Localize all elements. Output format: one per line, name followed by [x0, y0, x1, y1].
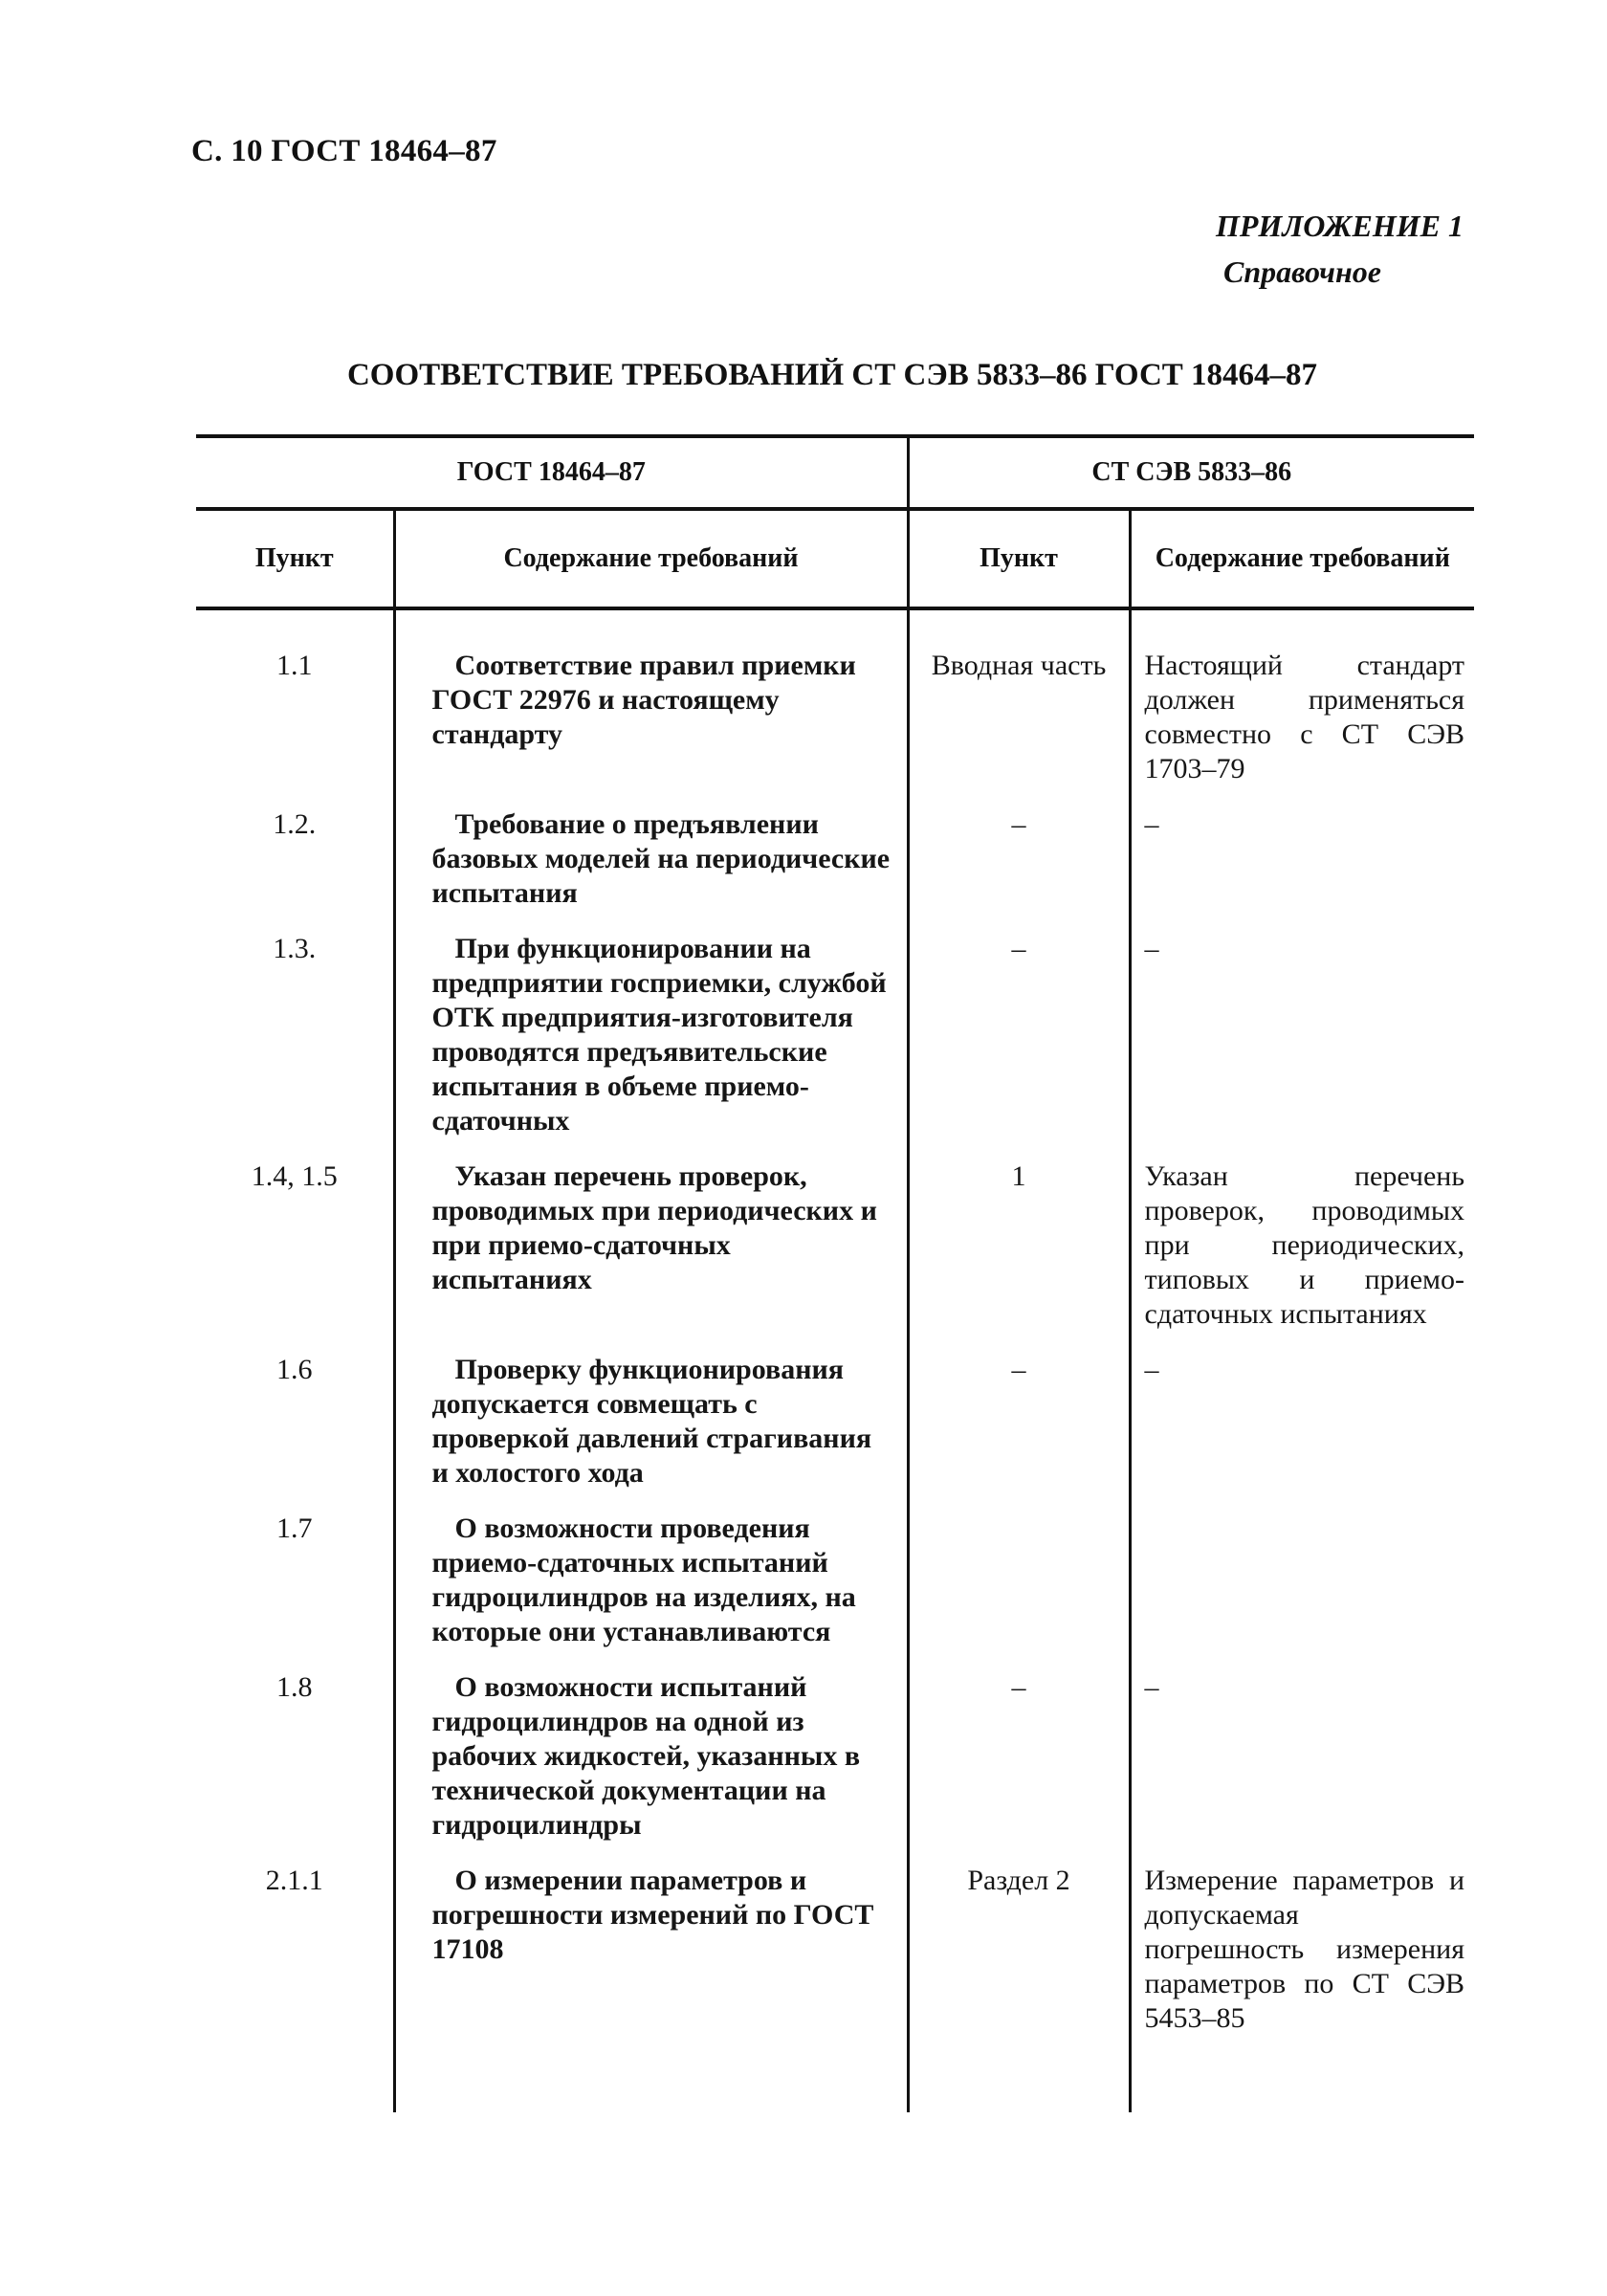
- correspondence-table: [196, 434, 1474, 2112]
- table-row: [196, 807, 1474, 932]
- document-title: СООТВЕТСТВИЕ ТРЕБОВАНИЙ СТ СЭВ 5833–86 ГОСТ 18464–87: [346, 358, 1318, 392]
- table-row: [196, 1512, 1474, 1670]
- column-header-requirements: Содержание требований: [394, 509, 908, 608]
- table-row: [196, 932, 1474, 1159]
- cell-requirement: Указан перечень проверок, проводимых при периодических и при приемо-сдаточных испытаниях: [394, 1159, 908, 1353]
- group-header-st-sev: СТ СЭВ 5833–86: [908, 436, 1474, 509]
- cell-requirement: О возможности проведения приемо-сдаточных испытаний гидроцилиндров на изделиях, на которые они устанавливаются: [394, 1512, 908, 1670]
- cell-st-sev-point: –: [908, 1670, 1130, 1864]
- cell-st-sev-point: Раздел 2: [908, 1864, 1130, 2112]
- cell-st-sev-point: Вводная часть: [908, 608, 1130, 807]
- cell-point: 1.1: [196, 608, 394, 807]
- table-row: [196, 1159, 1474, 1353]
- cell-requirement: При функционировании на предприятии госприемки, службой ОТК предприятия-изготовителя проводятся предъявительские испытания в объеме приемо-сдаточных: [394, 932, 908, 1159]
- cell-st-sev-content: –: [1144, 808, 1159, 840]
- appendix-label: [1216, 203, 1464, 295]
- cell-point: 1.8: [196, 1670, 394, 1864]
- page-header: С. 10 ГОСТ 18464–87: [191, 134, 497, 168]
- cell-st-sev-content: –: [1144, 1671, 1159, 1703]
- cell-point: 2.1.1: [196, 1864, 394, 2112]
- cell-requirement: Соответствие правил приемки ГОСТ 22976 и настоящему стандарту: [394, 608, 908, 807]
- cell-st-sev-content: Измерение параметров и допускаемая погрешность измерения параметров по СТ СЭВ 5453–85: [1144, 1865, 1465, 2034]
- table-row: [196, 608, 1474, 807]
- cell-point: 1.3.: [196, 932, 394, 1159]
- cell-requirement: О возможности испытаний гидроцилиндров на одной из рабочих жидкостей, указанных в технической документации на гидроцилиндры: [394, 1670, 908, 1864]
- cell-st-sev-point: –: [908, 1353, 1130, 1512]
- cell-st-sev-content: Указан перечень проверок, проводимых при периодических, типовых и приемо-сдаточных испытаниях: [1144, 1160, 1465, 1330]
- cell-st-sev-point: –: [908, 932, 1130, 1159]
- group-header-gost: ГОСТ 18464–87: [196, 436, 908, 509]
- table-row: [196, 1670, 1474, 1864]
- cell-point: 1.2.: [196, 807, 394, 932]
- column-header-st-sev-requirements: Содержание требований: [1130, 509, 1474, 608]
- cell-st-sev-content: –: [1144, 933, 1159, 964]
- column-header-row: [196, 509, 1474, 608]
- cell-point: 1.6: [196, 1353, 394, 1512]
- column-header-point: Пункт: [196, 509, 394, 608]
- cell-point: 1.7: [196, 1512, 394, 1670]
- cell-st-sev-content: –: [1144, 1354, 1159, 1385]
- appendix-subtitle: Справочное: [1222, 254, 1381, 289]
- cell-requirement: Требование о предъявлении базовых моделей на периодические испытания: [394, 807, 908, 932]
- cell-st-sev-point: 1: [908, 1159, 1130, 1353]
- cell-st-sev-content: Настоящий стандарт должен применяться совместно с СТ СЭВ 1703–79: [1144, 650, 1465, 784]
- appendix-title: ПРИЛОЖЕНИЕ 1: [1215, 209, 1464, 243]
- cell-st-sev-content: [1130, 1512, 1474, 1670]
- column-header-st-sev-point: Пункт: [908, 509, 1130, 608]
- table-row: [196, 1353, 1474, 1512]
- group-header-row: [196, 436, 1474, 509]
- cell-st-sev-point: [908, 1512, 1130, 1670]
- cell-st-sev-point: –: [908, 807, 1130, 932]
- cell-point: 1.4, 1.5: [196, 1159, 394, 1353]
- table-row: [196, 1864, 1474, 2112]
- correspondence-table-container: [196, 434, 1474, 2112]
- cell-requirement: Проверку функционирования допускается совмещать с проверкой давлений страгивания и холостого хода: [394, 1353, 908, 1512]
- cell-requirement: О измерении параметров и погрешности измерений по ГОСТ 17108: [394, 1864, 908, 2112]
